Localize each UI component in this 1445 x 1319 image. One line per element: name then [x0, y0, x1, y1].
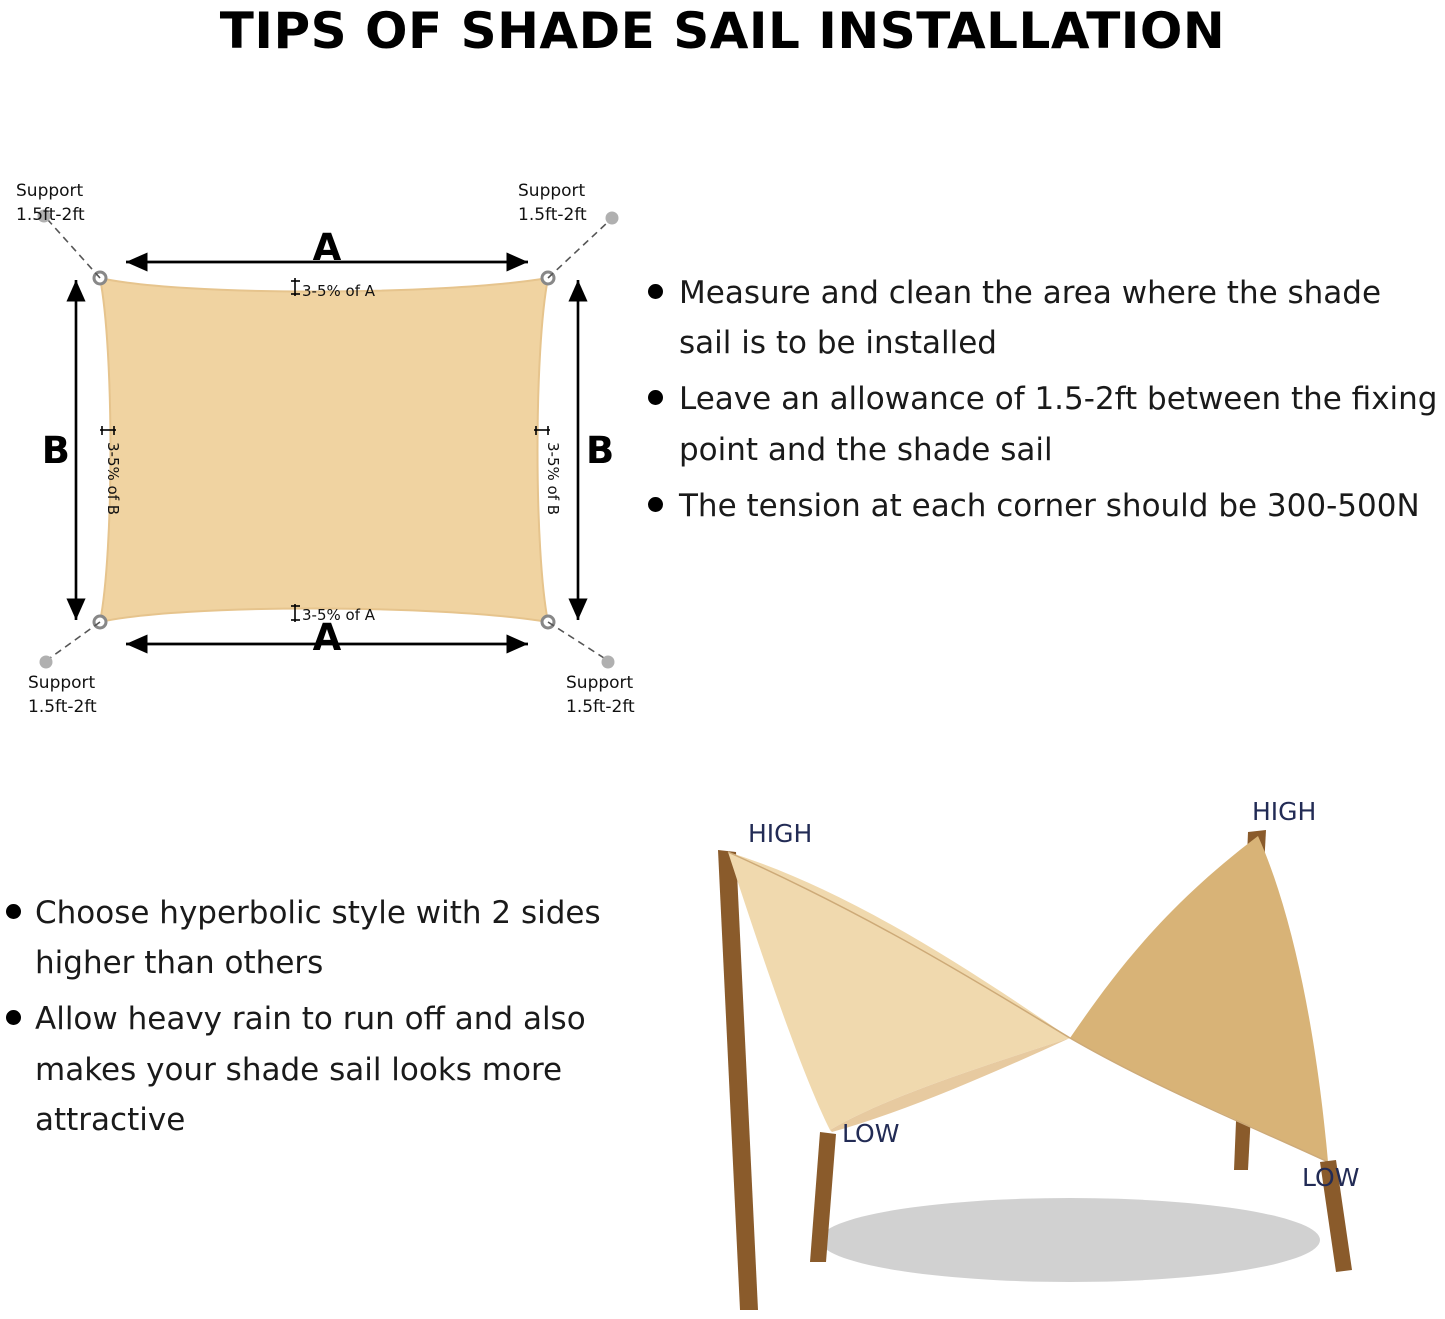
bullet-dot-icon	[648, 390, 663, 405]
support-label-top-right-line1: Support	[518, 181, 586, 201]
support-label-top-left-line2: 1.5ft-2ft	[16, 205, 85, 225]
bullet-dot-icon	[6, 1010, 21, 1025]
list-item	[648, 374, 1445, 474]
curve-label-right: 3-5% of B	[544, 442, 562, 516]
list-item	[6, 994, 626, 1145]
sail-panel-right	[1070, 836, 1328, 1162]
list-item	[6, 888, 626, 988]
curve-label-top: 3-5% of A	[302, 282, 376, 300]
support-label-bottom-left-line2: 1.5ft-2ft	[28, 697, 97, 717]
ground-shadow	[820, 1198, 1320, 1282]
dimension-label-right-b: B	[586, 429, 615, 472]
tip-text: Measure and clean the area where the shade sail is to be installed	[679, 275, 1382, 362]
tip-text: Allow heavy rain to run off and also makes your shade sail looks more attractive	[35, 1001, 586, 1138]
support-point-bottom-left	[40, 656, 53, 669]
curve-label-bottom: 3-5% of A	[302, 606, 376, 624]
support-label-top-left-line1: Support	[16, 181, 84, 201]
tip-text: The tension at each corner should be 300-500N	[679, 487, 1420, 524]
bullet-dot-icon	[648, 497, 663, 512]
dimension-label-top-a: A	[312, 226, 342, 269]
page-title: TIPS OF SHADE SAIL INSTALLATION	[219, 2, 1226, 60]
support-label-bottom-right-line2: 1.5ft-2ft	[566, 697, 635, 717]
support-point-top-right	[606, 212, 619, 225]
bullet-dot-icon	[648, 284, 663, 299]
sail-panel-left	[728, 852, 1070, 1130]
curve-label-left: 3-5% of B	[104, 442, 122, 516]
shade-sail-shape	[100, 278, 548, 622]
top-left-diagram	[0, 150, 660, 730]
bottom-right-diagram	[640, 770, 1445, 1319]
list-item	[648, 481, 1445, 531]
list-item	[648, 268, 1445, 368]
support-label-bottom-right-line1: Support	[566, 673, 634, 693]
dimension-label-left-b: B	[41, 429, 70, 472]
label-high-right: HIGH	[1252, 797, 1317, 826]
installation-tips-list-left	[6, 888, 626, 1151]
support-point-bottom-right	[602, 656, 615, 669]
tip-text: Choose hyperbolic style with 2 sides higher than others	[35, 895, 601, 982]
label-high-left: HIGH	[748, 819, 813, 848]
installation-tips-list-right	[648, 268, 1445, 537]
dimension-label-bottom-a: A	[312, 616, 342, 659]
label-low-left: LOW	[842, 1119, 900, 1148]
tip-text: Leave an allowance of 1.5-2ft between the fixing point and the shade sail	[679, 381, 1438, 468]
support-label-bottom-left-line1: Support	[28, 673, 96, 693]
support-label-top-right-line2: 1.5ft-2ft	[518, 205, 587, 225]
bullet-dot-icon	[6, 904, 21, 919]
label-low-right: LOW	[1302, 1163, 1360, 1192]
